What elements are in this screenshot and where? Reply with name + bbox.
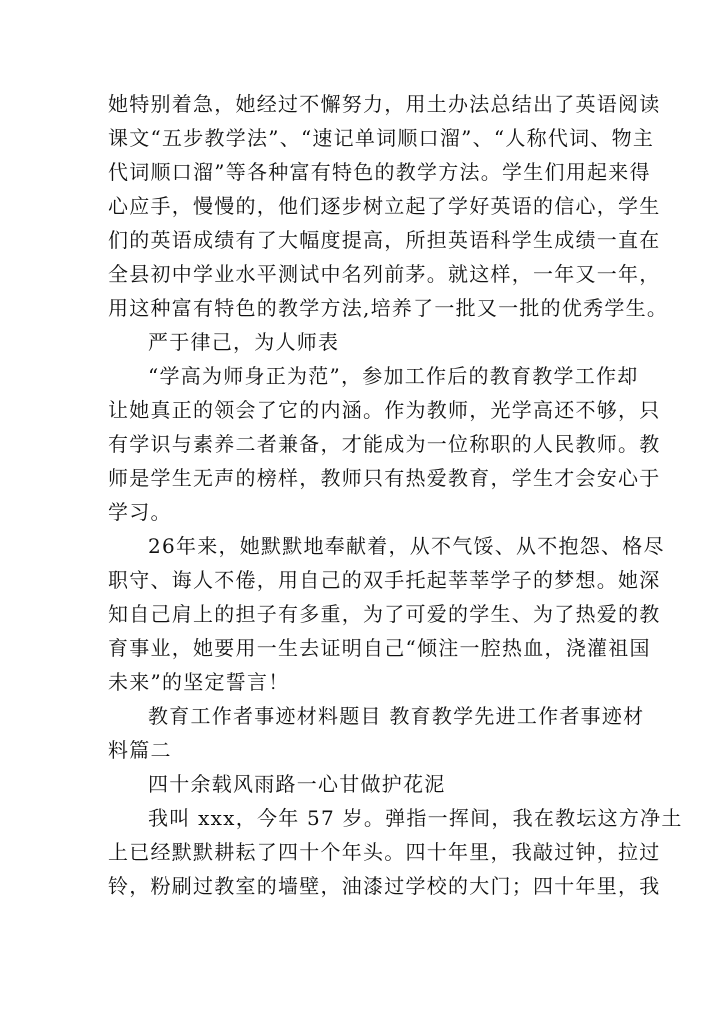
text-line: 用这种富有特色的教学方法,培养了一批又一批的优秀学生。 bbox=[108, 296, 669, 320]
text-line: 未来”的坚定誓言！ bbox=[108, 670, 290, 694]
text-line: 心应手，慢慢的，他们逐步树立起了学好英语的信心，学生 bbox=[108, 194, 661, 218]
text-line: 全县初中学业水平测试中名列前茅。就这样，一年又一年， bbox=[108, 262, 661, 286]
section-heading: 严于律己，为人师表 bbox=[148, 330, 340, 354]
text-line: 她特别着急，她经过不懈努力，用土办法总结出了英语阅读 bbox=[108, 92, 661, 116]
article-title: 教育工作者事迹材料题目 教育教学先进工作者事迹材 bbox=[148, 704, 645, 728]
text-line: 们的英语成绩有了大幅度提高，所担英语科学生成绩一直在 bbox=[108, 228, 661, 252]
text-line: 课文“五步教学法”、“速记单词顺口溜”、“人称代词、物主 bbox=[108, 126, 655, 150]
text-line: 师是学生无声的榜样，教师只有热爱教育，学生才会安心于 bbox=[108, 466, 661, 490]
section-heading: 四十余载风雨路一心甘做护花泥 bbox=[148, 772, 446, 796]
text-line: 上已经默默耕耘了四十个年头。四十年里，我敲过钟，拉过 bbox=[108, 840, 661, 864]
text-line: 代词顺口溜”等各种富有特色的教学方法。学生们用起来得 bbox=[108, 160, 651, 184]
text-line: 职守、诲人不倦，用自己的双手托起莘莘学子的梦想。她深 bbox=[108, 568, 661, 592]
text-line: 铃，粉刷过教室的墙壁，油漆过学校的大门；四十年里，我 bbox=[108, 874, 661, 898]
text-line: 知自己肩上的担子有多重，为了可爱的学生、为了热爱的教 bbox=[108, 602, 661, 626]
text-line: 26年来，她默默地奉献着，从不气馁、从不抱怨、格尽 bbox=[148, 534, 665, 558]
text-line: 有学识与素养二者兼备，才能成为一位称职的人民教师。教 bbox=[108, 432, 661, 456]
text-line: 育事业，她要用一生去证明自己“倾注一腔热血，浇灌祖国 bbox=[108, 636, 651, 660]
article-title: 料篇二 bbox=[108, 738, 172, 762]
text-line: 让她真正的领会了它的内涵。作为教师，光学高还不够，只 bbox=[108, 398, 661, 422]
text-line: 学习。 bbox=[108, 500, 172, 524]
text-line: “学高为师身正为范”，参加工作后的教育教学工作却 bbox=[148, 364, 639, 388]
text-line: 我叫 xxx，今年 57 岁。弹指一挥间，我在教坛这方净土 bbox=[148, 806, 683, 830]
